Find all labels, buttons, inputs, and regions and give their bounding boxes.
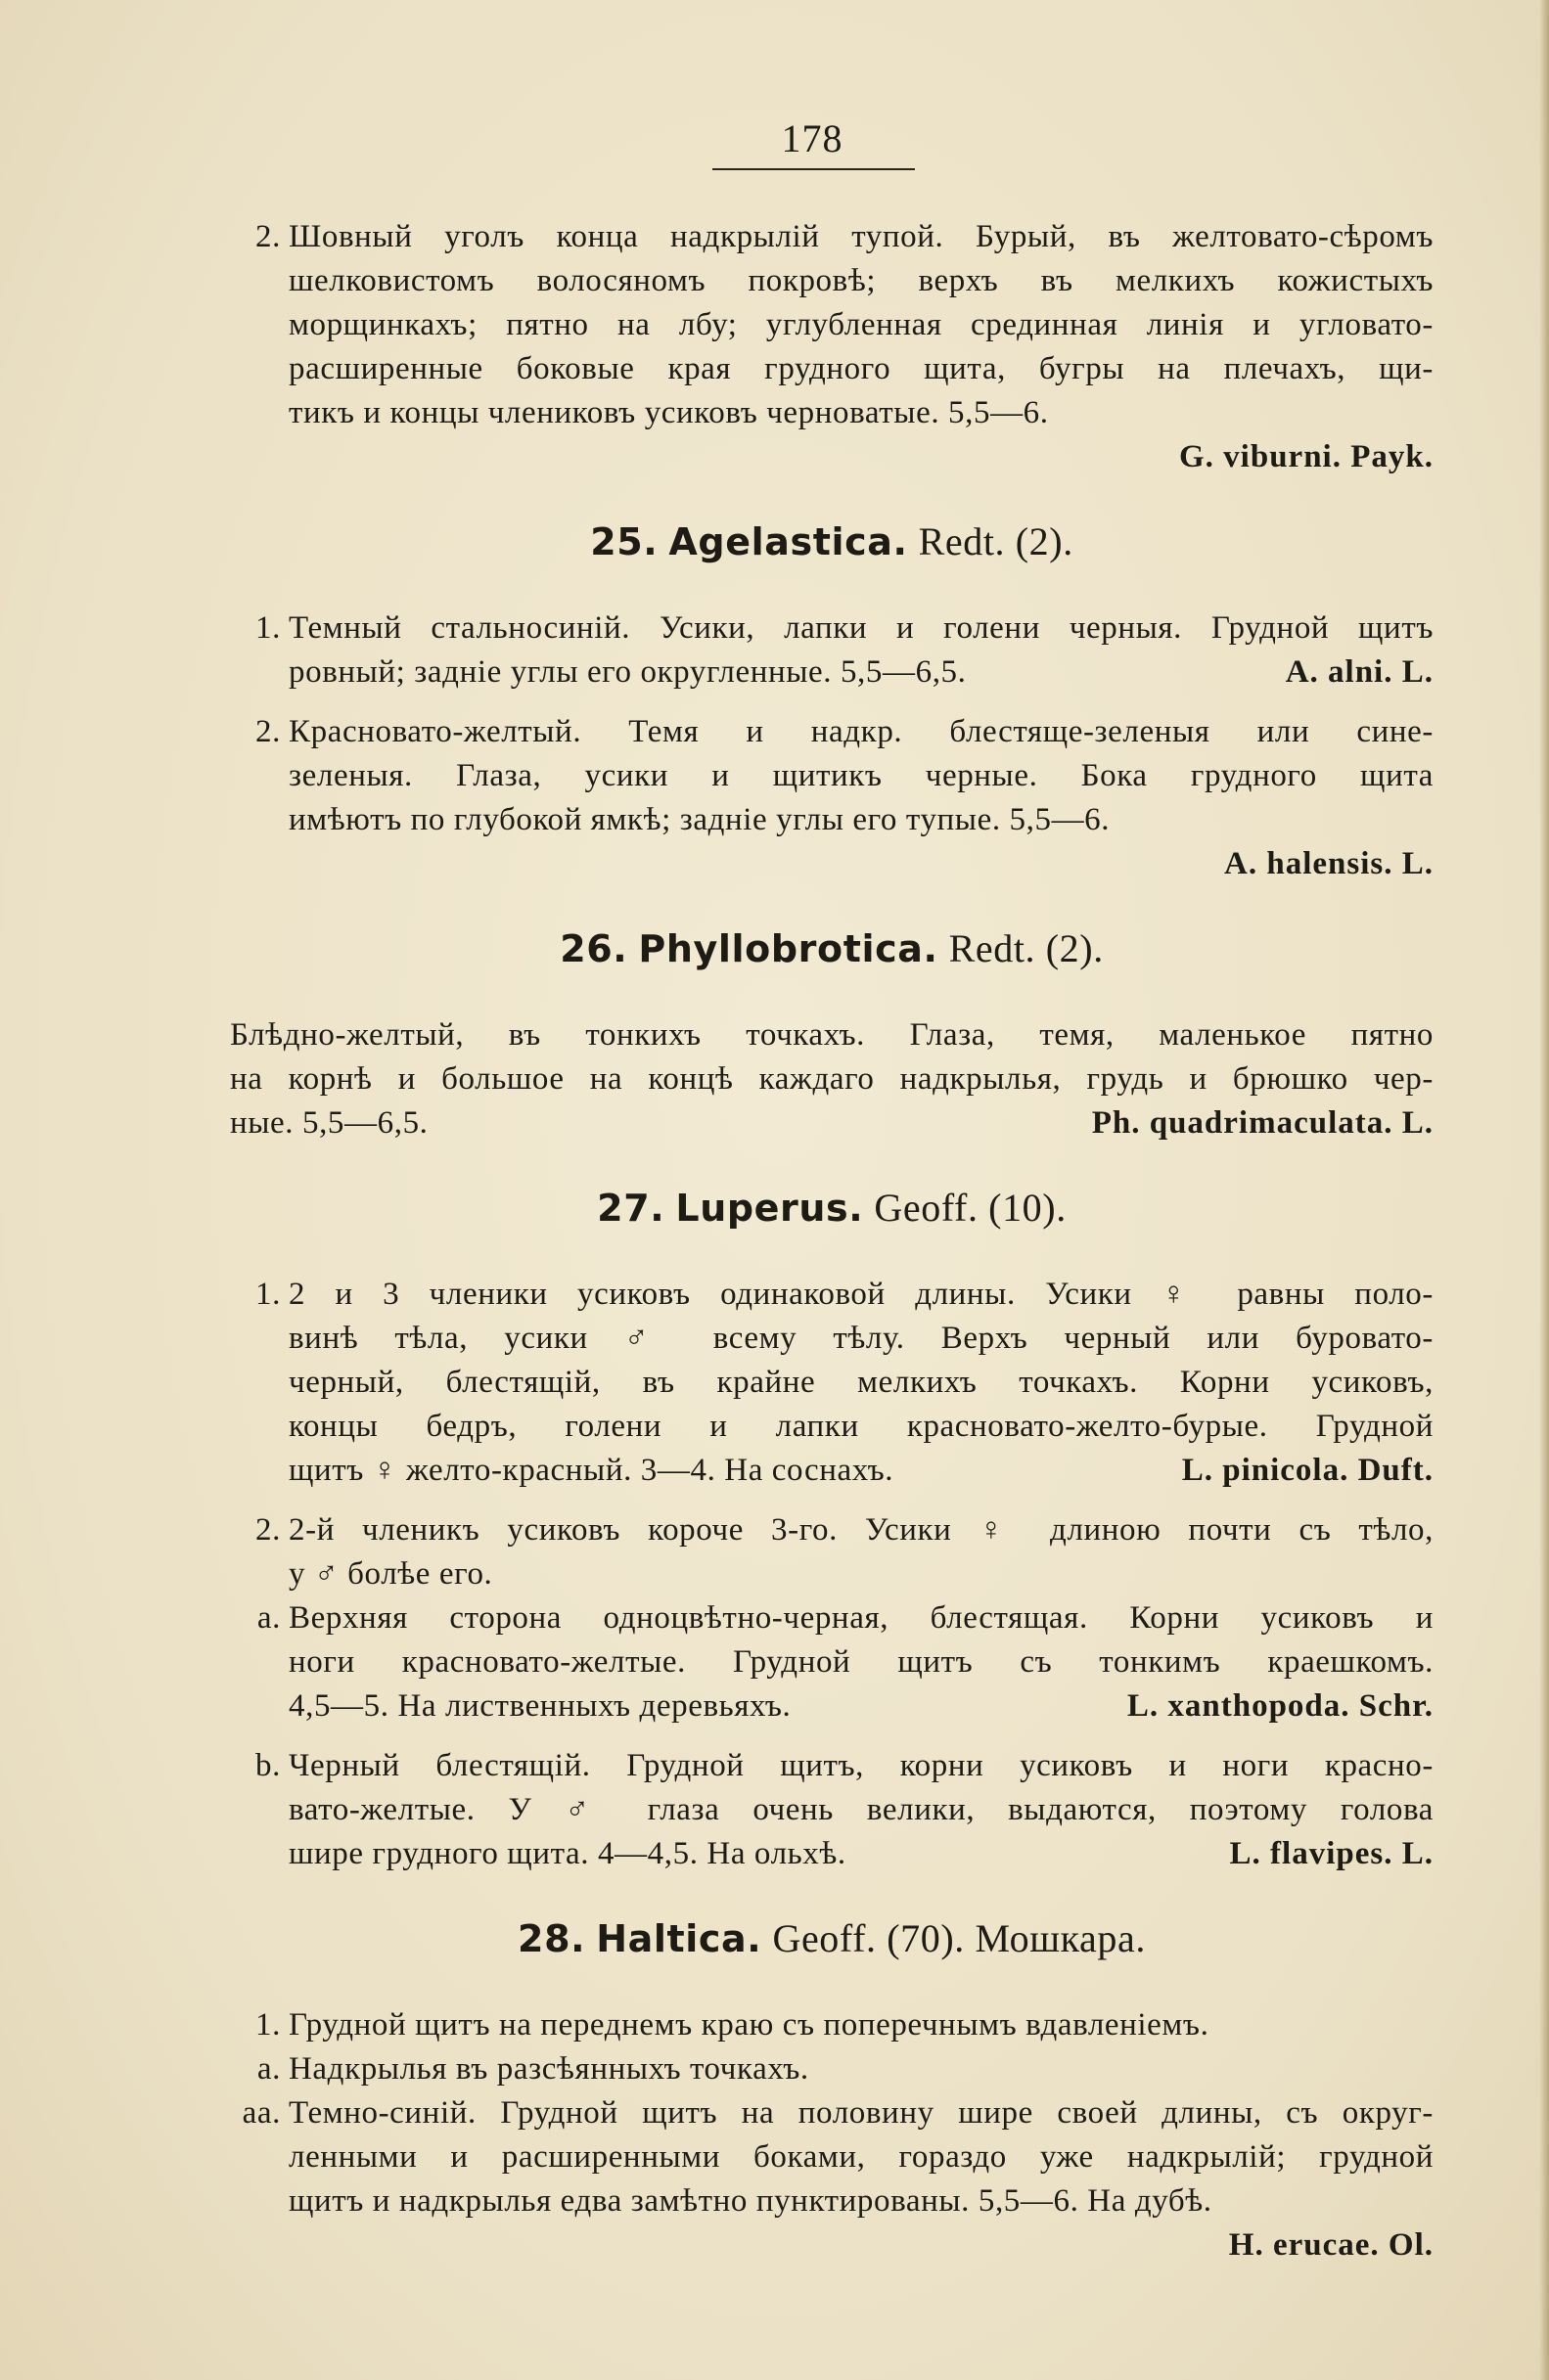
genus-number: 25. xyxy=(590,520,659,563)
entry-number: 2. xyxy=(255,714,281,749)
text-line: шелковистомъ волосяномъ покровѣ; верхъ въ мелкихъ кожистыхъ xyxy=(289,263,1434,298)
key-entry xyxy=(230,1273,1434,1493)
text-line: расширенные боковые края грудного щита, бугры на плечахъ, щи- xyxy=(289,351,1434,386)
genus-number: 28. xyxy=(518,1917,586,1960)
genus-number: 27. xyxy=(597,1187,665,1230)
text-line xyxy=(289,651,1434,695)
key-entry xyxy=(230,2091,1434,2268)
species-name: A. alni. L. xyxy=(1285,654,1434,690)
key-entry xyxy=(230,215,1434,479)
text-line: 2-й членикъ усиковъ короче 3-го. Усики ♀ длиною почти съ тѣло, xyxy=(289,1512,1434,1548)
text-line xyxy=(289,1684,1434,1729)
species-name: L. pinicola. Duft. xyxy=(1181,1453,1434,1488)
entry-number: 2. xyxy=(255,219,281,254)
genus-author: Geoff. (70). Мошкара. xyxy=(772,1916,1146,1960)
text-line xyxy=(289,1449,1434,1493)
genus-author: Geoff. (10). xyxy=(874,1186,1067,1230)
species-name: Ph. quadrimaculata. L. xyxy=(1091,1105,1434,1141)
text-line: Темный стальносиній. Усики, лапки и голени черныя. Грудной щитъ xyxy=(289,610,1434,646)
text-line: Темно-синій. Грудной щитъ на половину шире своей длины, съ округ- xyxy=(289,2095,1434,2131)
text-line: Надкрылья въ разсѣянныхъ точкахъ. xyxy=(289,2051,809,2087)
text-line: вато-желтые. У ♂ глаза очень велики, выдаются, поэтому голова xyxy=(289,1792,1434,1827)
text-line: на корнѣ и большое на концѣ каждаго надкрылья, грудь и брюшко чер- xyxy=(230,1061,1434,1097)
entry-number: 2. xyxy=(255,1512,281,1548)
text-line: Шовный уголъ конца надкрылій тупой. Бурый, въ желтовато-сѣромъ xyxy=(289,219,1434,254)
key-entry xyxy=(230,1596,1434,1729)
genus-author: Redt. (2). xyxy=(918,519,1073,563)
text-line: черный, блестящій, въ крайне мелкихъ точкахъ. Корни усиковъ, xyxy=(289,1365,1434,1400)
text-fragment: щитъ ♀ желто-красный. 3—4. На соснахъ. xyxy=(289,1453,894,1488)
genus-heading xyxy=(230,923,1434,974)
text-line: морщинкахъ; пятно на лбу; углубленная срединная линія и угловато- xyxy=(289,307,1434,342)
species-name: A. halensis. L. xyxy=(1224,846,1434,881)
entry-number: aa. xyxy=(242,2095,281,2131)
text-line: ленными и расширенными боками, гораздо уже надкрылій; грудной xyxy=(289,2139,1434,2175)
text-line: Верхняя сторона одноцвѣтно-черная, блестящая. Корни усиковъ и xyxy=(289,1600,1434,1636)
species-name: L. flavipes. L. xyxy=(1229,1836,1434,1871)
key-entry xyxy=(230,1744,1434,1876)
description-paragraph xyxy=(230,1013,1434,1145)
entry-number: a. xyxy=(256,2051,281,2087)
text-line: тикъ и концы члениковъ усиковъ черноватые. 5,5—6. xyxy=(289,395,1049,430)
text-line: Блѣдно-желтый, въ тонкихъ точкахъ. Глаза, темя, маленькое пятно xyxy=(230,1017,1434,1053)
text-line: зеленыя. Глаза, усики и щитикъ черные. Бока грудного щита xyxy=(289,758,1434,793)
genus-heading xyxy=(230,516,1434,567)
page-edge-shadow xyxy=(1539,0,1549,2380)
genus-heading xyxy=(230,1913,1434,1964)
text-line: щитъ и надкрылья едва замѣтно пунктированы. 5,5—6. На дубѣ. xyxy=(289,2183,1212,2219)
genus-name: Agelastica. xyxy=(668,520,908,563)
key-entry xyxy=(230,2003,1434,2047)
text-line: имѣютъ по глубокой ямкѣ; задніе углы его тупые. 5,5—6. xyxy=(289,802,1111,837)
species-name: G. viburni. Payk. xyxy=(1179,439,1434,474)
genus-name: Luperus. xyxy=(675,1187,864,1230)
entry-number: 1. xyxy=(255,1277,281,1312)
entry-number: 1. xyxy=(255,2007,281,2043)
genus-name: Phyllobrotica. xyxy=(638,927,938,970)
key-entry xyxy=(230,1508,1434,1596)
page-content xyxy=(230,215,1434,2283)
text-line: у ♂ болѣе его. xyxy=(289,1556,493,1592)
text-line: концы бедръ, голени и лапки красновато-желто-бурые. Грудной xyxy=(289,1409,1434,1444)
text-line: 2 и 3 членики усиковъ одинаковой длины. Усики ♀ равны поло- xyxy=(289,1277,1434,1312)
text-fragment: ные. 5,5—6,5. xyxy=(230,1105,429,1141)
text-line: Грудной щитъ на переднемъ краю съ поперечнымъ вдавленіемъ. xyxy=(289,2007,1209,2043)
key-entry xyxy=(230,710,1434,886)
page-number: 178 xyxy=(781,116,843,160)
entry-number: a. xyxy=(256,1600,281,1636)
entry-number: 1. xyxy=(255,610,281,646)
text-fragment: шире грудного щита. 4—4,5. На ольхѣ. xyxy=(289,1836,846,1871)
text-line: Красновато-желтый. Темя и надкр. блестяще-зеленыя или сине- xyxy=(289,714,1434,749)
genus-author: Redt. (2). xyxy=(948,926,1104,970)
text-line: Черный блестящій. Грудной щитъ, корни усиковъ и ноги красно- xyxy=(289,1748,1434,1783)
species-name: L. xanthopoda. Schr. xyxy=(1126,1688,1434,1724)
species-name: H. erucae. Ol. xyxy=(1228,2227,1434,2263)
key-entry xyxy=(230,606,1434,695)
entry-number: b. xyxy=(255,1748,281,1783)
genus-number: 26. xyxy=(560,927,628,970)
genus-name: Haltica. xyxy=(596,1917,762,1960)
text-line xyxy=(289,1832,1434,1876)
text-line: винѣ тѣла, усики ♂ всему тѣлу. Верхъ черный или буровато- xyxy=(289,1321,1434,1356)
text-line xyxy=(230,1101,1434,1145)
page-number-rule xyxy=(712,168,915,170)
key-entry xyxy=(230,2047,1434,2091)
text-fragment: 4,5—5. На лиственныхъ деревьяхъ. xyxy=(289,1688,792,1724)
genus-heading xyxy=(230,1183,1434,1234)
text-fragment: ровный; задніе углы его округленные. 5,5—6,5. xyxy=(289,654,967,690)
text-line: ноги красновато-желтые. Грудной щитъ съ тонкимъ краешкомъ. xyxy=(289,1644,1434,1680)
